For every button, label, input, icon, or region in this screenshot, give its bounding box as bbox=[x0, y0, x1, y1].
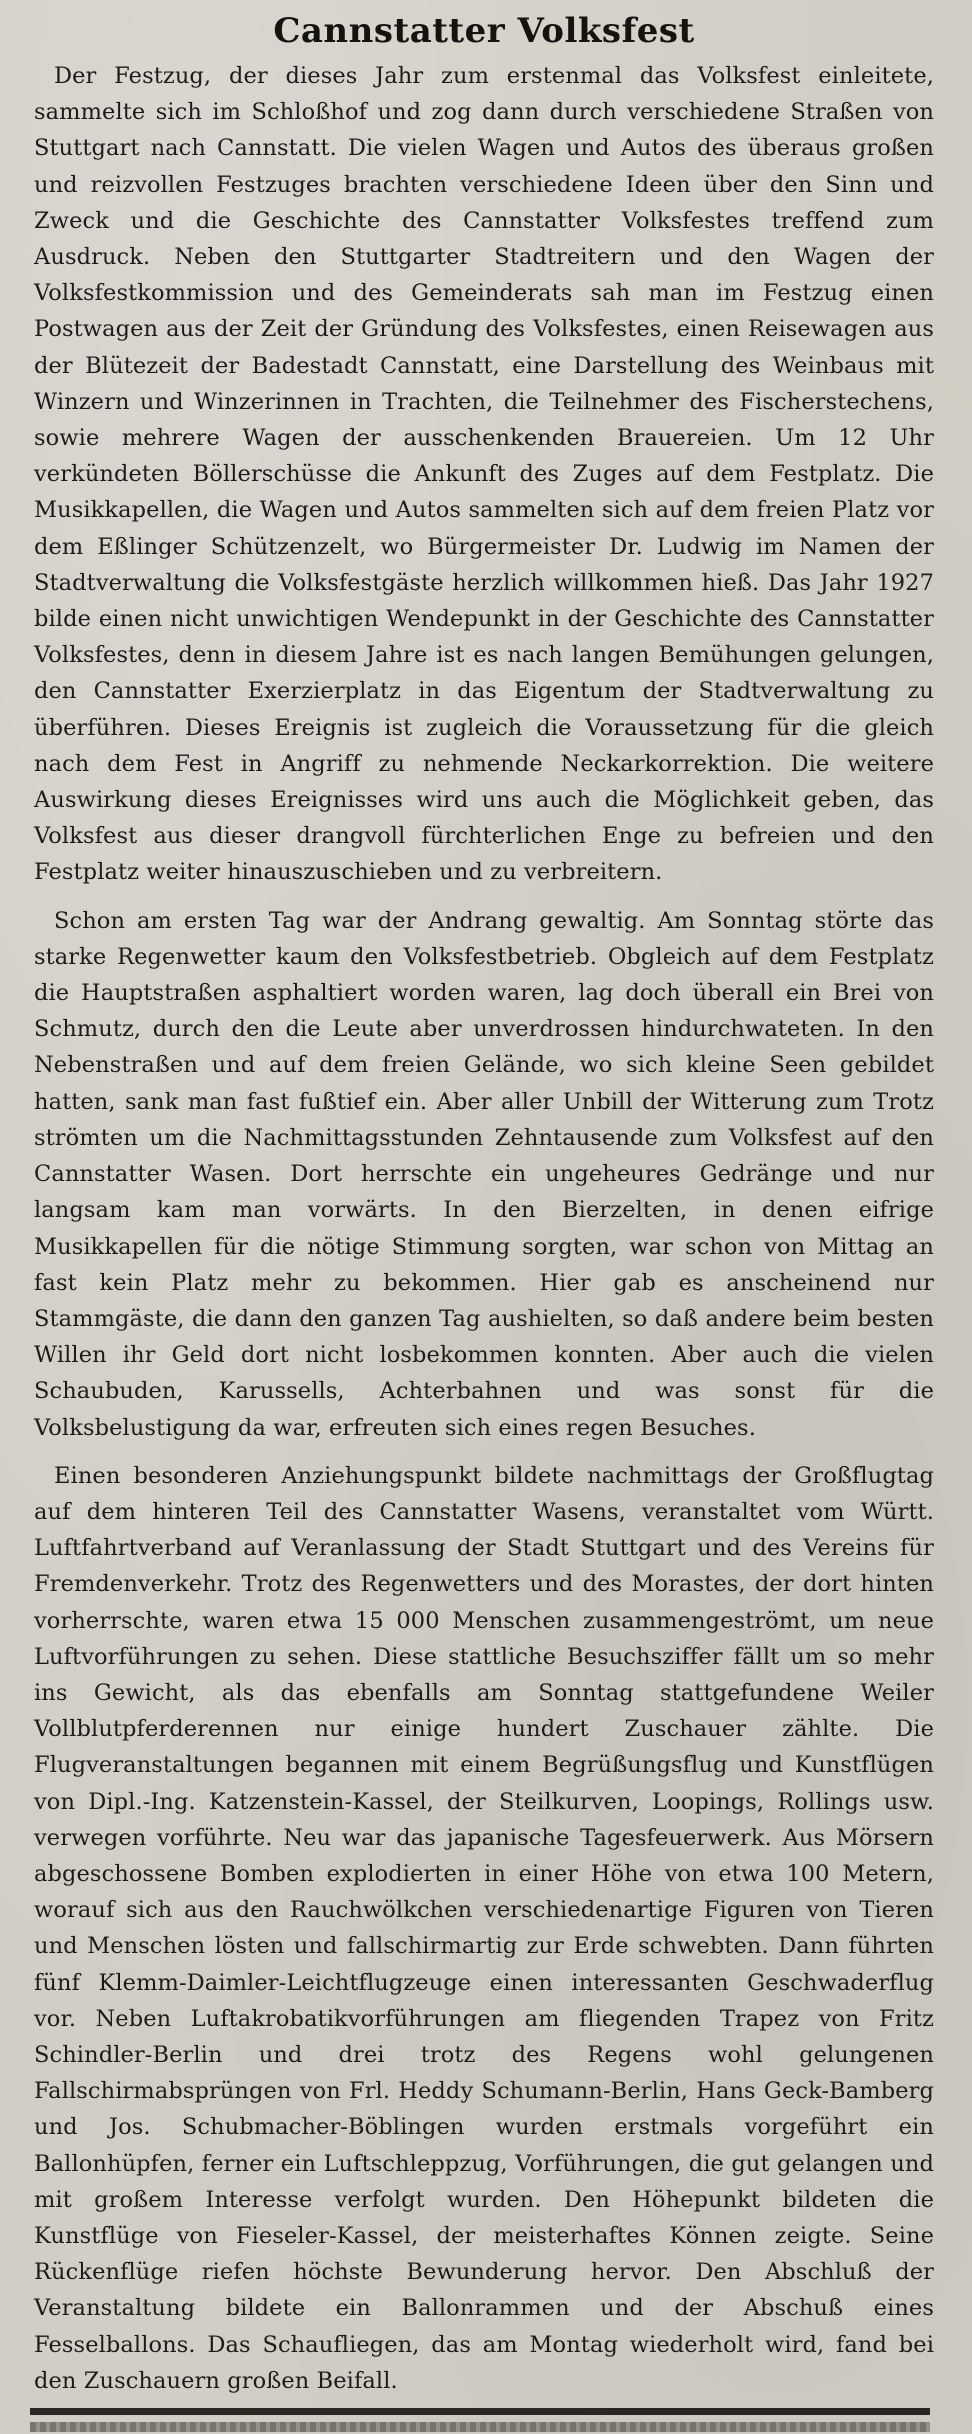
article bbox=[34, 0, 934, 2399]
article-paragraph-2: Schon am ersten Tag war der Andrang gewaltig. Am Sonntag störte das starke Regenwetter kaum den Volksfestbetrieb. Obgleich auf dem Festplatz die Hauptstraßen asphaltiert worden waren, lag doch überall ein Brei von Schmutz, durch den die Leute aber unverdrossen hindurchwateten. In den Nebenstraßen und auf dem freien Gelände, wo sich kleine Seen gebildet hatten, sank man fast fußtief ein. Aber aller Unbill der Witterung zum Trotz strömten um die Nachmittagsstunden Zehntausende zum Volksfest auf den Cannstatter Wasen. Dort herrschte ein ungeheures Gedränge und nur langsam kam man vorwärts. In den Bierzelten, in denen eifrige Musikkapellen für die nötige Stimmung sorgten, war schon von Mittag an fast kein Platz mehr zu bekommen. Hier gab es anscheinend nur Stammgäste, die dann den ganzen Tag aushielten, so daß andere beim besten Willen ihr Geld dort nicht losbekommen konnten. Aber auch die vielen Schaubuden, Karussells, Achterbahnen und was sonst für die Volksbelustigung da war, erfreuten sich eines regen Besuches. bbox=[34, 907, 934, 1441]
article-paragraph-1: Der Festzug, der dieses Jahr zum erstenmal das Volksfest einleitete, sammelte sich im Schloßhof und zog dann durch verschiedene Straßen von Stuttgart nach Cannstatt. Die vielen Wagen und Autos des überaus großen und reizvollen Festzuges brachten verschiedene Ideen über den Sinn und Zweck und die Geschichte des Cannstatter Volksfestes treffend zum Ausdruck. Neben den Stuttgarter Stadtreitern und den Wagen der Volksfestkommission und des Gemeinderats sah man im Festzug einen Postwagen aus der Zeit der Gründung des Volksfestes, einen Reisewagen aus der Blütezeit der Badestadt Cannstatt, eine Darstellung des Weinbaus mit Winzern und Winzerinnen in Trachten, die Teilnehmer des Fischerstechens, sowie mehrere Wagen der ausschenkenden Brauereien. Um 12 Uhr verkündeten Böllerschüsse die Ankunft des Zuges auf dem Festplatz. Die Musikkapellen, die Wagen und Autos sammelten sich auf dem freien Platz vor dem Eßlinger Schützenzelt, wo Bürgermeister Dr. Ludwig im Namen der Stadtverwaltung die Volksfestgäste herzlich willkommen hieß. Das Jahr 1927 bilde einen nicht unwichtigen Wendepunkt in der Geschichte des Cannstatter Volksfestes, denn in diesem Jahre ist es nach langen Bemühungen gelungen, den Cannstatter Exerzierplatz in das Eigentum der Stadtverwaltung zu überführen. Dieses Ereignis ist zugleich die Voraussetzung für die gleich nach dem Fest in Angriff zu nehmende Neckarkorrektion. Die weitere Auswirkung dieses Ereignisses wird uns auch die Möglichkeit geben, das Volksfest aus dieser drangvoll fürchterlichen Enge zu befreien und den Festplatz weiter hinauszuschieben und zu verbreitern. bbox=[34, 63, 934, 886]
bottom-rule-dashed bbox=[30, 2422, 930, 2432]
article-paragraph-3: Einen besonderen Anziehungspunkt bildete nachmittags der Großflugtag auf dem hinteren Teil des Cannstatter Wasens, veranstaltet vom Württ. Luftfahrtverband auf Veranlassung der Stadt Stuttgart und des Vereins für Fremdenverkehr. Trotz des Regenwetters und des Morastes, der dort hinten vorherrschte, waren etwa 15 000 Menschen zusammengeströmt, um neue Luftvorführungen zu sehen. Diese stattliche Besuchsziffer fällt um so mehr ins Gewicht, als das ebenfalls am Sonntag stattgefundene Weiler Vollblutpferderennen nur einige hundert Zuschauer zählte. Die Flugveranstaltungen begannen mit einem Begrüßungsflug und Kunstflügen von Dipl.-Ing. Katzenstein-Kassel, der Steilkurven, Loopings, Rollings usw. verwegen vorführte. Neu war das japanische Tagesfeuerwerk. Aus Mörsern abgeschossene Bomben explodierten in einer Höhe von etwa 100 Metern, worauf sich aus den Rauchwölkchen verschiedenartige Figuren von Tieren und Menschen lösten und fallschirmartig zur Erde schwebten. Dann führten fünf Klemm-Daimler-Leichtflugzeuge einen interessanten Geschwaderflug vor. Neben Luftakrobatikvorführungen am fliegenden Trapez von Fritz Schindler-Berlin und drei trotz des Regens wohl gelungenen Fallschirmabsprüngen von Frl. Heddy Schumann-Berlin, Hans Geck-Bamberg und Jos. Schubmacher-Böblingen wurden erstmals vorgeführt ein Ballonhüpfen, ferner ein Luftschleppzug, Vorführungen, die gut gelangen und mit großem Interesse verfolgt wurden. Den Höhepunkt bildeten die Kunstflüge von Fieseler-Kassel, der meisterhaftes Können zeigte. Seine Rückenflüge riefen höchste Bewunderung hervor. Den Abschluß der Veranstaltung bildete ein Ballonrammen und der Abschuß eines Fesselballons. Das Schaufliegen, das am Montag wiederholt wird, fand bei den Zuschauern großen Beifall. bbox=[34, 1462, 934, 2394]
bottom-rule bbox=[30, 2408, 930, 2415]
article-headline: Cannstatter Volksfest bbox=[273, 11, 695, 51]
